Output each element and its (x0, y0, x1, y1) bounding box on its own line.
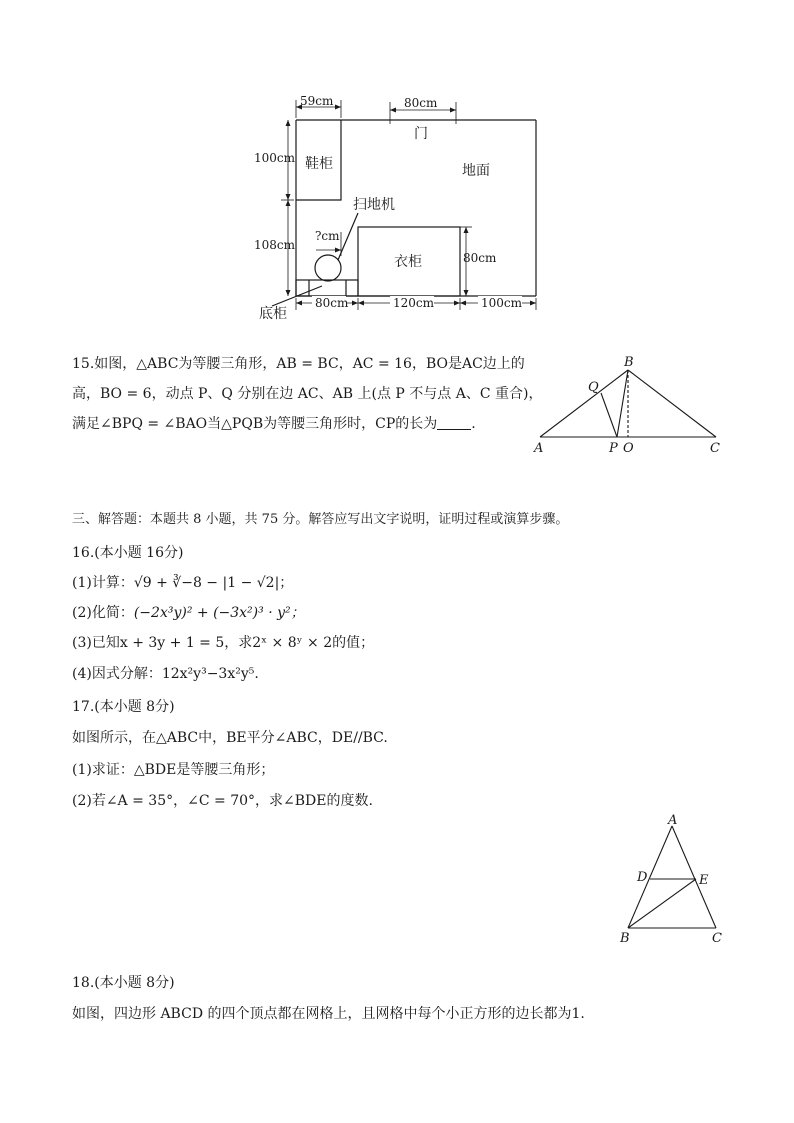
dim-59cm: 59cm (300, 94, 334, 108)
q16-part1 (72, 573, 293, 593)
q15-line3-text: 满足∠BPQ = ∠BAO当△PQB为等腰三角形时，CP的长为 (72, 416, 438, 432)
dim-80cm-right: 80cm (463, 251, 497, 265)
q15-triangle-figure (528, 352, 728, 456)
label-shoe-cabinet: 鞋柜 (305, 156, 333, 172)
label-wardrobe: 衣柜 (394, 254, 422, 270)
q16-part2-prefix: (2)化简： (72, 605, 134, 621)
answer-blank (437, 415, 471, 430)
q16-title: 16.(本小题 16分) (72, 545, 184, 561)
dim-108cm: 108cm (254, 238, 296, 252)
label-B: B (624, 355, 634, 370)
label-D: D (637, 870, 648, 885)
q15-line3 (72, 414, 476, 434)
label-base-cabinet: 底柜 (259, 306, 287, 322)
label-O: O (623, 441, 634, 456)
q17-part2: (2)若∠A = 35°，∠C = 70°，求∠BDE的度数. (72, 793, 373, 809)
label-door: 门 (414, 126, 428, 142)
dim-80cm-top: 80cm (404, 96, 438, 110)
floor-plan-figure (250, 90, 550, 330)
q17-title: 17.(本小题 8分) (72, 699, 175, 715)
section-3-heading: 三、解答题：本题共 8 小题，共 75 分。解答应写出文字说明，证明过程或演算步骤。 (72, 512, 569, 527)
q15-line1: 15.如图，△ABC为等腰三角形，AB = BC，AC = 16，BO是AC边上的 (72, 356, 525, 372)
q16-part1-expr: √9 + ∛−8 − |1 − √2|； (133, 575, 294, 591)
q17-part1: (1)求证：△BDE是等腰三角形； (72, 762, 275, 778)
q16-part4-prefix: (4)因式分解： (72, 666, 162, 682)
label-A-17: A (668, 813, 678, 828)
dim-120cm: 120cm (393, 296, 435, 310)
q16-part3-expr: x + 3y + 1 = 5，求2ˣ × 8ʸ × 2的值； (119, 635, 375, 651)
label-C: C (710, 441, 720, 456)
q16-part4 (72, 664, 259, 684)
q17-stem: 如图所示，在△ABC中，BE平分∠ABC，DE//BC. (72, 730, 388, 746)
label-E: E (699, 873, 709, 888)
dim-100cm: 100cm (254, 151, 296, 165)
label-C-17: C (712, 931, 722, 946)
dim-80cm-bottom: 80cm (315, 296, 349, 310)
q16-part2-expr: (−2x³y)² + (−3x²)³ · y²； (133, 605, 305, 621)
q16-part3 (72, 633, 374, 653)
q17-triangle-figure (612, 812, 728, 946)
q15-line2: 高，BO = 6，动点 P、Q 分别在边 AC、AB 上(点 P 不与点 A、C 重合)， (72, 386, 543, 402)
label-B-17: B (620, 931, 630, 946)
q16-part2 (72, 603, 305, 623)
label-Q: Q (588, 380, 599, 395)
label-robot: 扫地机 (353, 197, 395, 213)
q18-title: 18.(本小题 8分) (72, 975, 175, 991)
label-floor: 地面 (462, 163, 490, 179)
q16-part1-prefix: (1)计算： (72, 575, 134, 591)
dim-unknown: ?cm (315, 229, 340, 243)
dim-100cm-bottom: 100cm (481, 296, 523, 310)
q15-line3-end: . (471, 416, 476, 432)
q18-stem: 如图，四边形 ABCD 的四个顶点都在网格上，且网格中每个小正方形的边长都为1. (72, 1006, 585, 1022)
label-A: A (534, 441, 544, 456)
q16-part3-prefix: (3)已知 (72, 635, 120, 651)
q16-part4-expr: 12x²y³−3x²y⁵. (161, 666, 259, 682)
label-P: P (609, 441, 618, 456)
